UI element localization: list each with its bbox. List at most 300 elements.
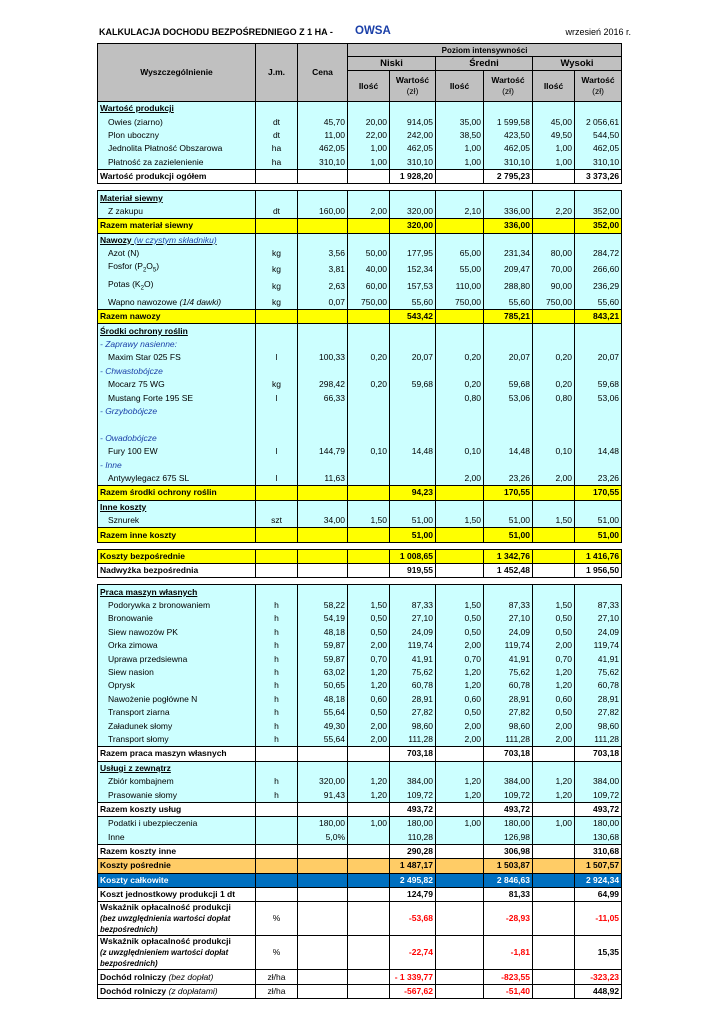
row-label: Nawozy (w czystym składniku) — [98, 233, 256, 247]
row-quantity — [348, 761, 390, 775]
row-quantity: 1,20 — [348, 666, 390, 679]
row-value: 209,47 — [484, 260, 533, 278]
row-value: -823,55 — [484, 970, 533, 984]
row-quantity: 2,00 — [436, 639, 484, 652]
row-label: Wartość produkcji — [98, 102, 256, 116]
col-unit: J.m. — [256, 44, 298, 102]
row-quantity: 1,50 — [348, 599, 390, 612]
row-label: Z zakupu — [98, 205, 256, 219]
row-label: Inne koszty — [98, 500, 256, 514]
col-value-label: Wartość — [491, 75, 525, 85]
row-value: 119,74 — [390, 639, 436, 652]
row-value — [575, 761, 622, 775]
row-quantity — [533, 873, 575, 887]
row-price: 0,07 — [298, 296, 348, 310]
row-unit: h — [256, 693, 298, 706]
row-quantity — [533, 802, 575, 816]
row-quantity: 1,20 — [533, 775, 575, 788]
row-value: 231,34 — [484, 247, 533, 260]
row-quantity — [348, 219, 390, 233]
table-row — [98, 626, 622, 639]
row-price — [298, 970, 348, 984]
col-value-unit: (zł) — [592, 86, 604, 96]
row-value: 180,00 — [575, 817, 622, 831]
row-value: 55,60 — [390, 296, 436, 310]
row-value — [390, 585, 436, 599]
row-value: 703,18 — [484, 747, 533, 761]
row-unit: h — [256, 666, 298, 679]
spacer — [98, 542, 622, 549]
row-quantity — [436, 486, 484, 500]
row-quantity: 1,20 — [533, 788, 575, 802]
row-quantity — [436, 458, 484, 471]
row-price: 144,79 — [298, 445, 348, 458]
row-value: 75,62 — [575, 666, 622, 679]
row-value — [390, 338, 436, 351]
row-price: 3,56 — [298, 247, 348, 260]
row-unit — [256, 324, 298, 338]
row-value: 27,10 — [575, 612, 622, 625]
row-value — [484, 585, 533, 599]
table-row — [98, 445, 622, 458]
row-value: 1 507,57 — [575, 859, 622, 873]
row-quantity — [436, 585, 484, 599]
row-unit — [256, 528, 298, 542]
row-unit — [256, 802, 298, 816]
row-quantity — [348, 432, 390, 445]
row-price — [298, 500, 348, 514]
row-quantity: 2,00 — [436, 719, 484, 732]
row-price — [298, 549, 348, 563]
row-quantity: 1,00 — [533, 156, 575, 170]
col-value-unit: (zł) — [406, 86, 419, 96]
row-unit: szt — [256, 514, 298, 528]
row-value: 2 495,82 — [390, 873, 436, 887]
row-value: 336,00 — [484, 205, 533, 219]
row-quantity — [436, 432, 484, 445]
row-value: 2 846,63 — [484, 873, 533, 887]
table-row — [98, 338, 622, 351]
row-price — [298, 585, 348, 599]
level-medium: Średni — [436, 57, 533, 71]
row-price: 160,00 — [298, 205, 348, 219]
row-unit — [256, 831, 298, 845]
row-label: Plon uboczny — [98, 129, 256, 142]
row-value: 27,82 — [390, 706, 436, 719]
row-price — [298, 310, 348, 324]
row-label: Owies (ziarno) — [98, 115, 256, 128]
row-quantity — [533, 549, 575, 563]
row-quantity: 38,50 — [436, 129, 484, 142]
row-quantity — [348, 936, 390, 970]
row-quantity — [533, 310, 575, 324]
row-value — [575, 324, 622, 338]
row-value: 94,23 — [390, 486, 436, 500]
row-value: 28,91 — [484, 693, 533, 706]
row-price — [298, 902, 348, 936]
row-price — [298, 169, 348, 183]
row-quantity — [533, 458, 575, 471]
table-row — [98, 129, 622, 142]
row-quantity: 2,00 — [348, 719, 390, 732]
row-value — [484, 365, 533, 378]
row-quantity — [436, 338, 484, 351]
row-quantity — [533, 936, 575, 970]
row-quantity — [348, 324, 390, 338]
row-value: 55,60 — [484, 296, 533, 310]
row-quantity — [348, 233, 390, 247]
row-value: 2 056,61 — [575, 115, 622, 128]
row-label: Fosfor $(P_2O_5)$ — [98, 260, 256, 278]
row-unit — [256, 432, 298, 445]
row-value: 170,55 — [575, 486, 622, 500]
row-label — [98, 418, 256, 431]
row-quantity: 0,10 — [436, 445, 484, 458]
row-value: 60,78 — [484, 679, 533, 692]
row-quantity: 1,00 — [348, 156, 390, 170]
row-quantity: 750,00 — [436, 296, 484, 310]
indicator-title: Wskaźnik opłacalność produkcji — [100, 902, 231, 913]
table-row — [98, 115, 622, 128]
row-value — [575, 191, 622, 205]
row-value — [484, 432, 533, 445]
row-unit — [256, 405, 298, 418]
row-price — [298, 338, 348, 351]
row-quantity: 65,00 — [436, 247, 484, 260]
row-quantity: 40,00 — [348, 260, 390, 278]
table-row — [98, 472, 622, 486]
row-value: 24,09 — [390, 626, 436, 639]
col-value — [484, 71, 533, 102]
row-price — [298, 458, 348, 471]
row-price: 55,64 — [298, 733, 348, 747]
row-quantity: 2,00 — [436, 472, 484, 486]
row-quantity: 1,00 — [436, 142, 484, 155]
row-quantity — [533, 486, 575, 500]
row-label: Sznurek — [98, 514, 256, 528]
row-quantity — [533, 219, 575, 233]
row-value — [390, 324, 436, 338]
table-row — [98, 831, 622, 845]
row-unit: h — [256, 719, 298, 732]
table-row — [98, 549, 622, 563]
row-value — [484, 324, 533, 338]
calculation-table — [97, 43, 622, 999]
row-value: -53,68 — [390, 902, 436, 936]
row-value: 109,72 — [575, 788, 622, 802]
row-value: 462,05 — [575, 142, 622, 155]
row-value: 27,82 — [484, 706, 533, 719]
row-value: 703,18 — [575, 747, 622, 761]
table-row — [98, 351, 622, 364]
row-price — [298, 873, 348, 887]
row-label: Zbiór kombajnem — [98, 775, 256, 788]
row-value — [390, 191, 436, 205]
row-value: 14,48 — [484, 445, 533, 458]
row-value: 1 452,48 — [484, 564, 533, 578]
row-quantity: 0,70 — [436, 652, 484, 665]
row-value — [575, 338, 622, 351]
row-value: -323,23 — [575, 970, 622, 984]
row-label: - Chwastobójcze — [98, 365, 256, 378]
row-quantity: 0,60 — [348, 693, 390, 706]
row-price: 48,18 — [298, 693, 348, 706]
row-quantity — [436, 873, 484, 887]
row-quantity: 0,50 — [436, 706, 484, 719]
row-quantity: 0,50 — [348, 626, 390, 639]
row-label: Podorywka z bronowaniem — [98, 599, 256, 612]
row-quantity — [436, 888, 484, 902]
row-value: 126,98 — [484, 831, 533, 845]
row-quantity: 0,50 — [533, 706, 575, 719]
row-unit — [256, 169, 298, 183]
row-quantity: 0,10 — [533, 445, 575, 458]
row-value — [575, 585, 622, 599]
row-value: 27,10 — [484, 612, 533, 625]
row-value: 111,28 — [390, 733, 436, 747]
row-label: Razem środki ochrony roślin — [98, 486, 256, 500]
row-quantity: 0,70 — [348, 652, 390, 665]
row-value: 27,10 — [390, 612, 436, 625]
row-value: 352,00 — [575, 205, 622, 219]
row-value: 843,21 — [575, 310, 622, 324]
crop-name: OWSA — [355, 25, 391, 37]
row-quantity — [533, 233, 575, 247]
row-unit — [256, 338, 298, 351]
table-row — [98, 775, 622, 788]
row-quantity: 2,00 — [348, 733, 390, 747]
row-price — [298, 432, 348, 445]
row-quantity — [436, 528, 484, 542]
row-quantity: 0,80 — [533, 391, 575, 404]
row-value: 59,68 — [484, 378, 533, 391]
intensity-level-header: Poziom intensywności — [348, 44, 622, 57]
row-quantity — [436, 970, 484, 984]
row-label: Razem koszty inne — [98, 844, 256, 858]
row-label: Potas $(K_2O)$ — [98, 278, 256, 296]
row-quantity — [436, 984, 484, 998]
row-unit: h — [256, 639, 298, 652]
row-quantity: 0,50 — [533, 626, 575, 639]
row-price — [298, 528, 348, 542]
row-value: 284,72 — [575, 247, 622, 260]
row-price: 5,0% — [298, 831, 348, 845]
row-unit — [256, 888, 298, 902]
row-value: 1 416,76 — [575, 549, 622, 563]
row-unit: ha — [256, 156, 298, 170]
row-value: 785,21 — [484, 310, 533, 324]
table-row — [98, 296, 622, 310]
row-quantity: 1,00 — [533, 817, 575, 831]
row-unit — [256, 310, 298, 324]
row-label: Usługi z zewnątrz — [98, 761, 256, 775]
row-value: 236,29 — [575, 278, 622, 296]
row-value: 493,72 — [390, 802, 436, 816]
row-unit — [256, 458, 298, 471]
row-value: 152,34 — [390, 260, 436, 278]
row-value: 462,05 — [484, 142, 533, 155]
row-value: 110,28 — [390, 831, 436, 845]
row-value: 310,68 — [575, 844, 622, 858]
table-row — [98, 205, 622, 219]
row-price: 50,65 — [298, 679, 348, 692]
row-price: 462,05 — [298, 142, 348, 155]
row-quantity — [348, 500, 390, 514]
row-quantity — [533, 102, 575, 116]
row-quantity — [348, 984, 390, 998]
table-row — [98, 156, 622, 170]
row-quantity: 0,20 — [348, 351, 390, 364]
row-value: 180,00 — [390, 817, 436, 831]
table-row — [98, 432, 622, 445]
row-value: 14,48 — [390, 445, 436, 458]
row-label: - Inne — [98, 458, 256, 471]
row-price — [298, 365, 348, 378]
table-row — [98, 761, 622, 775]
row-value: 423,50 — [484, 129, 533, 142]
row-value: 448,92 — [575, 984, 622, 998]
row-quantity: 1,00 — [436, 156, 484, 170]
row-value: 51,00 — [390, 528, 436, 542]
row-value: 170,55 — [484, 486, 533, 500]
row-value — [484, 338, 533, 351]
row-quantity: 90,00 — [533, 278, 575, 296]
row-quantity: 1,50 — [436, 514, 484, 528]
row-value: 98,60 — [575, 719, 622, 732]
row-value: 119,74 — [484, 639, 533, 652]
row-label: Koszty pośrednie — [98, 859, 256, 873]
row-unit: h — [256, 775, 298, 788]
row-value — [575, 405, 622, 418]
row-value: 266,60 — [575, 260, 622, 278]
row-quantity: 0,80 — [436, 391, 484, 404]
table-row — [98, 191, 622, 205]
table-row — [98, 169, 622, 183]
table-row — [98, 599, 622, 612]
row-unit — [256, 844, 298, 858]
row-value: 543,42 — [390, 310, 436, 324]
row-quantity — [348, 831, 390, 845]
row-value: 1 503,87 — [484, 859, 533, 873]
row-value: 28,91 — [390, 693, 436, 706]
row-label: Nawożenie pogłówne N — [98, 693, 256, 706]
table-row — [98, 142, 622, 155]
row-quantity: 60,00 — [348, 278, 390, 296]
row-quantity: 80,00 — [533, 247, 575, 260]
row-unit — [256, 191, 298, 205]
row-unit: % — [256, 902, 298, 936]
row-value: 98,60 — [484, 719, 533, 732]
row-value: 28,91 — [575, 693, 622, 706]
row-unit: kg — [256, 247, 298, 260]
row-quantity — [436, 102, 484, 116]
row-price — [298, 859, 348, 873]
table-row — [98, 418, 622, 431]
row-value: 130,68 — [575, 831, 622, 845]
row-quantity: 0,20 — [533, 378, 575, 391]
table-row — [98, 514, 622, 528]
row-value: 23,26 — [484, 472, 533, 486]
table-row — [98, 970, 622, 984]
col-quantity: Ilość — [436, 71, 484, 102]
row-quantity — [436, 418, 484, 431]
row-quantity: 2,00 — [348, 205, 390, 219]
row-value — [484, 458, 533, 471]
row-value — [390, 233, 436, 247]
row-quantity — [348, 585, 390, 599]
row-quantity: 1,20 — [533, 679, 575, 692]
row-value: 81,33 — [484, 888, 533, 902]
row-value: - 1 339,77 — [390, 970, 436, 984]
row-label: Prasowanie słomy — [98, 788, 256, 802]
table-row — [98, 260, 622, 278]
row-value — [390, 472, 436, 486]
row-quantity — [348, 747, 390, 761]
row-value: 51,00 — [575, 528, 622, 542]
row-price: 66,33 — [298, 391, 348, 404]
row-price — [298, 486, 348, 500]
row-unit: kg — [256, 260, 298, 278]
table-row — [98, 788, 622, 802]
row-value — [575, 500, 622, 514]
col-value-unit: (zł) — [502, 86, 514, 96]
row-label: Azot (N) — [98, 247, 256, 260]
row-quantity: 35,00 — [436, 115, 484, 128]
table-row — [98, 693, 622, 706]
row-price: 3,81 — [298, 260, 348, 278]
row-quantity: 55,00 — [436, 260, 484, 278]
row-unit — [256, 486, 298, 500]
row-value: 1 956,50 — [575, 564, 622, 578]
row-value: 352,00 — [575, 219, 622, 233]
row-quantity — [533, 761, 575, 775]
row-quantity — [533, 585, 575, 599]
row-value: 20,07 — [390, 351, 436, 364]
row-note: (1/4 dawki) — [177, 296, 222, 307]
table-row — [98, 679, 622, 692]
row-price: 55,64 — [298, 706, 348, 719]
row-label: Koszty bezpośrednie — [98, 549, 256, 563]
table-row — [98, 233, 622, 247]
row-quantity — [436, 405, 484, 418]
row-label: Orka zimowa — [98, 639, 256, 652]
row-price: 298,42 — [298, 378, 348, 391]
row-label: Transport słomy — [98, 733, 256, 747]
row-price — [298, 802, 348, 816]
row-quantity: 1,20 — [436, 679, 484, 692]
row-quantity — [533, 169, 575, 183]
row-price: 11,63 — [298, 472, 348, 486]
row-price: 59,87 — [298, 639, 348, 652]
row-unit: h — [256, 788, 298, 802]
row-quantity — [533, 500, 575, 514]
row-price: 11,00 — [298, 129, 348, 142]
row-label: - Owadobójcze — [98, 432, 256, 445]
row-value: 290,28 — [390, 844, 436, 858]
row-quantity — [533, 564, 575, 578]
row-label: Mocarz 75 WG — [98, 378, 256, 391]
row-value: 336,00 — [484, 219, 533, 233]
row-label — [98, 936, 256, 970]
table-row — [98, 817, 622, 831]
row-value: 320,00 — [390, 205, 436, 219]
row-value: -567,62 — [390, 984, 436, 998]
row-quantity — [348, 564, 390, 578]
row-value — [390, 432, 436, 445]
level-low: Niski — [348, 57, 436, 71]
row-price — [298, 888, 348, 902]
row-quantity — [533, 859, 575, 873]
